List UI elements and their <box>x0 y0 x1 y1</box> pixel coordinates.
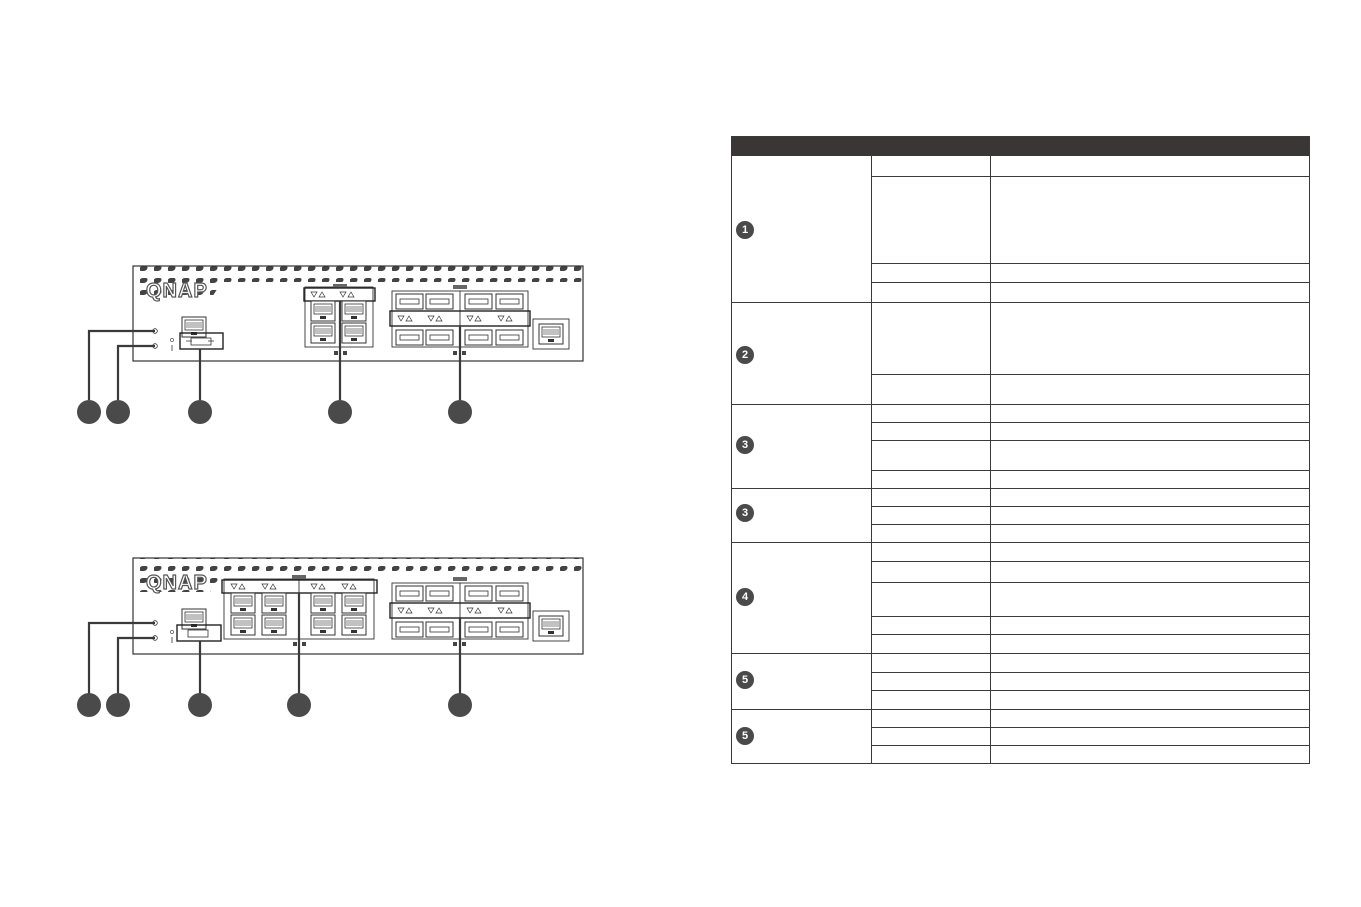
callout-badge: 1 <box>736 221 754 239</box>
table-header <box>732 137 1309 156</box>
device-model-1 <box>77 266 583 424</box>
device-model-2 <box>77 558 583 717</box>
mgmt-port-icon <box>182 609 206 629</box>
callout-badge: 5 <box>736 727 754 745</box>
console-port-icon <box>539 616 563 636</box>
reset-pinhole-icon <box>170 338 173 341</box>
callout-circle <box>77 400 101 424</box>
reset-pinhole-icon <box>170 630 173 633</box>
callout-badge: 3 <box>736 436 754 454</box>
callout-badge: 2 <box>736 346 754 364</box>
callout-circle <box>448 400 472 424</box>
callout-circle <box>328 400 352 424</box>
callout-circle <box>448 693 472 717</box>
mgmt-port-icon <box>182 317 206 337</box>
callout-badge: 4 <box>736 588 754 606</box>
led-description-table <box>731 136 1310 764</box>
callout-circle <box>188 400 212 424</box>
callout-circle <box>188 693 212 717</box>
brand-logo: QNAP <box>146 280 208 302</box>
callout-circle <box>106 693 130 717</box>
callout-badge: 3 <box>736 504 754 522</box>
callout-badge: 5 <box>736 671 754 689</box>
brand-logo: QNAP <box>146 572 208 594</box>
callout-circle <box>106 400 130 424</box>
callout-circle <box>77 693 101 717</box>
callout-circle <box>287 693 311 717</box>
console-port-icon <box>539 324 563 344</box>
